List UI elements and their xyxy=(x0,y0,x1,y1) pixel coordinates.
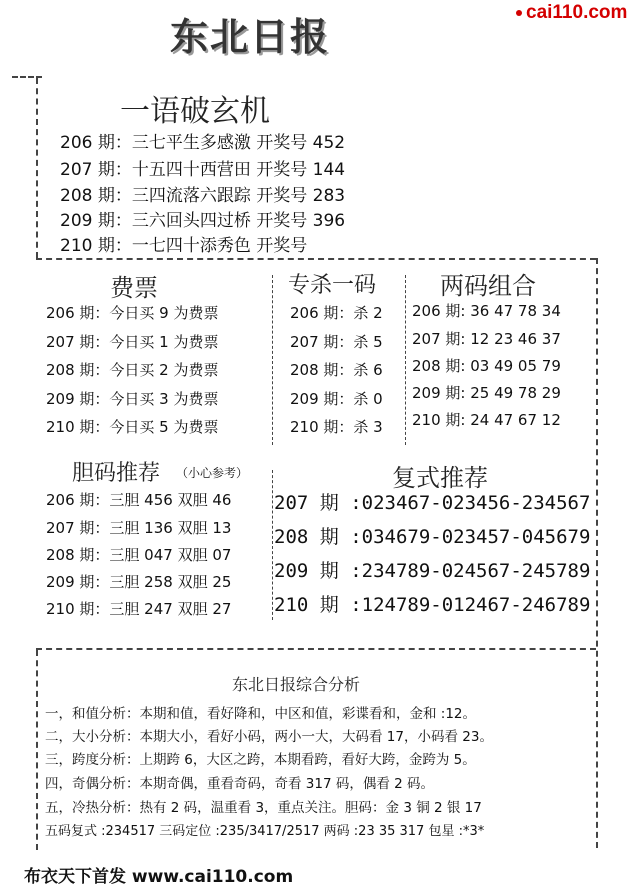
analysis-row: 五，冷热分析：热有 2 码，温重看 3，重点关注。胆码：金 3 铜 2 银 17 xyxy=(45,800,482,816)
pair-title: 两码组合 xyxy=(440,272,536,300)
section1-title: 一语破玄机 xyxy=(120,94,270,129)
fushi-row: 209 期 :234789-024567-245789 xyxy=(274,560,591,582)
fee-row: 208 期：今日买 2 为费票 xyxy=(46,361,219,379)
pair-row: 209 期: 25 49 78 29 xyxy=(412,384,561,402)
analysis-row: 五码复式 :234517 三码定位 :235/3417/2517 两码 :23 35 317 包星 :*3* xyxy=(45,824,485,839)
frame-left-top xyxy=(36,78,38,258)
site-logo[interactable] xyxy=(516,2,627,24)
section1-row: 210 期：一七四十添秀色 开奖号 xyxy=(60,236,308,256)
section1-row: 206 期：三七平生多感激 开奖号 452 xyxy=(60,133,346,153)
divider-mid-top xyxy=(36,258,596,260)
kill-row: 209 期：杀 0 xyxy=(290,390,383,408)
dan-row: 207 期：三胆 136 双胆 13 xyxy=(46,519,232,537)
divider-fee-kill xyxy=(272,275,273,445)
frame-left-bottom xyxy=(36,650,38,850)
site-logo-text: cai110.com xyxy=(526,2,628,23)
pair-row: 210 期: 24 47 67 12 xyxy=(412,411,561,429)
section1-row: 207 期：十五四十西营田 开奖号 144 xyxy=(60,160,346,180)
fushi-title: 复式推荐 xyxy=(392,464,488,492)
dan-row: 208 期：三胆 047 双胆 07 xyxy=(46,546,232,564)
frame-right xyxy=(596,258,598,848)
pair-row: 206 期: 36 47 78 34 xyxy=(412,302,561,320)
dan-row: 206 期：三胆 456 双胆 46 xyxy=(46,491,232,509)
fushi-row: 207 期 :023467-023456-234567 xyxy=(274,492,591,514)
fee-row: 209 期：今日买 3 为费票 xyxy=(46,390,219,408)
fee-row: 206 期：今日买 9 为费票 xyxy=(46,304,219,322)
fushi-row: 208 期 :034679-023457-045679 xyxy=(274,526,591,548)
kill-row: 206 期：杀 2 xyxy=(290,304,383,322)
masthead-title: 东北日报 xyxy=(170,14,331,59)
analysis-row: 三，跨度分析：上期跨 6，大区之跨，本期看跨，看好大跨，金跨为 5。 xyxy=(45,752,476,768)
footer-text: 布衣天下首发 www.cai110.com xyxy=(24,867,294,887)
section1-row: 208 期：三四流落六跟踪 开奖号 283 xyxy=(60,186,346,206)
dan-title: 胆码推荐 xyxy=(72,461,161,486)
logo-dot-icon xyxy=(516,10,522,16)
analysis-row: 四，奇偶分析：本期奇偶，重看奇码，奇看 317 码，偶看 2 码。 xyxy=(45,776,435,792)
dan-note: （小心参考） xyxy=(176,466,249,480)
fee-row: 210 期：今日买 5 为费票 xyxy=(46,418,219,436)
analysis-row: 一，和值分析：本期和值，看好降和，中区和值，彩谍看和，金和 :12。 xyxy=(45,706,477,722)
dan-row: 210 期：三胆 247 双胆 27 xyxy=(46,600,232,618)
kill-title: 专杀一码 xyxy=(288,273,377,298)
kill-row: 210 期：杀 3 xyxy=(290,418,383,436)
kill-row: 207 期：杀 5 xyxy=(290,333,383,351)
fee-row: 207 期：今日买 1 为费票 xyxy=(46,333,219,351)
divider-analysis xyxy=(36,648,596,650)
kill-row: 208 期：杀 6 xyxy=(290,361,383,379)
pair-row: 208 期: 03 49 05 79 xyxy=(412,357,561,375)
analysis-row: 二，大小分析：本期大小，看好小码，两小一大，大码看 17，小码看 23。 xyxy=(45,729,493,745)
section1-row: 209 期：三六回头四过桥 开奖号 396 xyxy=(60,211,346,231)
divider-dan-fushi xyxy=(272,470,273,620)
pair-row: 207 期: 12 23 46 37 xyxy=(412,330,561,348)
analysis-title: 东北日报综合分析 xyxy=(232,675,361,694)
divider-kill-pair xyxy=(405,275,406,445)
fushi-row: 210 期 :124789-012467-246789 xyxy=(274,594,591,616)
dan-row: 209 期：三胆 258 双胆 25 xyxy=(46,573,232,591)
fee-title: 费票 xyxy=(110,274,158,302)
